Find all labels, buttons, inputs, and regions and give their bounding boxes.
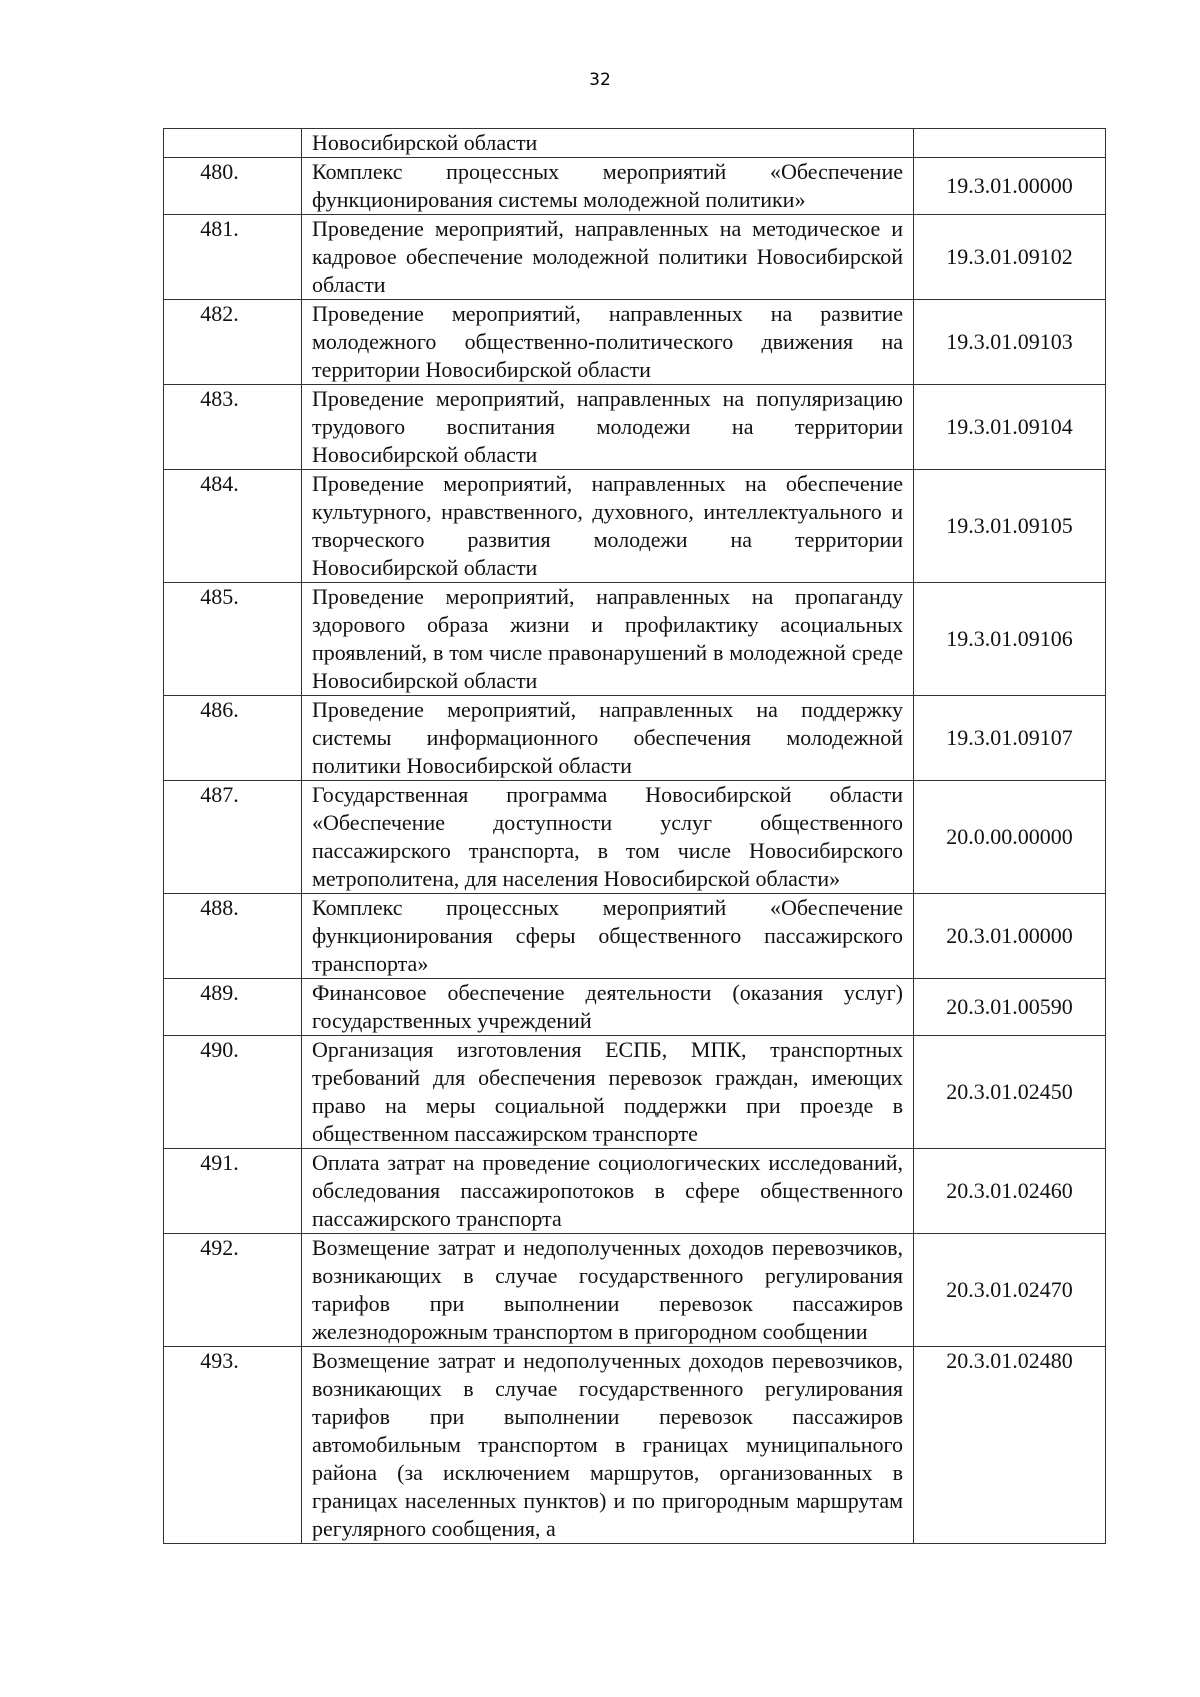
row-number: 485. [164, 583, 302, 696]
classification-table [163, 128, 1106, 1544]
table-row [164, 470, 1106, 583]
row-number: 490. [164, 1036, 302, 1149]
row-name: Организация изготовления ЕСПБ, МПК, транспортных требований для обеспечения перевозок граждан, имеющих право на меры социальной поддержки при проезде в общественном пассажирском транспорте [302, 1036, 914, 1149]
row-number: 482. [164, 300, 302, 385]
row-code: 20.3.01.02480 [914, 1347, 1106, 1544]
row-code: 19.3.01.09107 [914, 696, 1106, 781]
page-number: 32 [589, 70, 611, 90]
row-code: 20.0.00.00000 [914, 781, 1106, 894]
row-code: 19.3.01.09104 [914, 385, 1106, 470]
row-number: 486. [164, 696, 302, 781]
row-code: 20.3.01.00000 [914, 894, 1106, 979]
row-number: 492. [164, 1234, 302, 1347]
row-name: Возмещение затрат и недополученных доходов перевозчиков, возникающих в случае государственного регулирования тарифов при выполнении перевозок пассажиров железнодорожным транспортом в пригородном сообщении [302, 1234, 914, 1347]
table-row [164, 300, 1106, 385]
table-row [164, 583, 1106, 696]
row-name: Комплекс процессных мероприятий «Обеспечение функционирования сферы общественного пассажирского транспорта» [302, 894, 914, 979]
row-name: Государственная программа Новосибирской области «Обеспечение доступности услуг общественного пассажирского транспорта, в том числе Новосибирского метрополитена, для населения Новосибирской области» [302, 781, 914, 894]
row-number: 489. [164, 979, 302, 1036]
row-name: Финансовое обеспечение деятельности (оказания услуг) государственных учреждений [302, 979, 914, 1036]
row-number: 483. [164, 385, 302, 470]
row-number: 493. [164, 1347, 302, 1544]
table-row [164, 894, 1106, 979]
row-name: Проведение мероприятий, направленных на развитие молодежного общественно-политического движения на территории Новосибирской области [302, 300, 914, 385]
row-name: Проведение мероприятий, направленных на поддержку системы информационного обеспечения молодежной политики Новосибирской области [302, 696, 914, 781]
row-name: Комплекс процессных мероприятий «Обеспечение функционирования системы молодежной политики» [302, 158, 914, 215]
row-code: 20.3.01.02460 [914, 1149, 1106, 1234]
row-number: 488. [164, 894, 302, 979]
row-name: Возмещение затрат и недополученных доходов перевозчиков, возникающих в случае государственного регулирования тарифов при выполнении перевозок пассажиров автомобильным транспортом в границах муниципального района (за исключением маршрутов, организованных в границах населенных пунктов) и по пригородным маршрутам регулярного сообщения, а [302, 1347, 914, 1544]
row-number: 480. [164, 158, 302, 215]
row-number: 484. [164, 470, 302, 583]
row-number: 491. [164, 1149, 302, 1234]
table-row [164, 696, 1106, 781]
row-name: Проведение мероприятий, направленных на методическое и кадровое обеспечение молодежной политики Новосибирской области [302, 215, 914, 300]
row-code: 19.3.01.09103 [914, 300, 1106, 385]
table-row [164, 129, 1106, 158]
row-code: 19.3.01.09106 [914, 583, 1106, 696]
table-row [164, 1149, 1106, 1234]
row-code: 20.3.01.00590 [914, 979, 1106, 1036]
table-row [164, 1234, 1106, 1347]
table-row [164, 1036, 1106, 1149]
row-code: 19.3.01.00000 [914, 158, 1106, 215]
table-row [164, 215, 1106, 300]
row-code: 20.3.01.02450 [914, 1036, 1106, 1149]
row-number: 487. [164, 781, 302, 894]
row-code: 19.3.01.09105 [914, 470, 1106, 583]
table-row [164, 385, 1106, 470]
row-name: Проведение мероприятий, направленных на популяризацию трудового воспитания молодежи на территории Новосибирской области [302, 385, 914, 470]
row-number [164, 129, 302, 158]
table-row [164, 979, 1106, 1036]
table-row [164, 1347, 1106, 1544]
row-code: 20.3.01.02470 [914, 1234, 1106, 1347]
table-row [164, 781, 1106, 894]
row-code: 19.3.01.09102 [914, 215, 1106, 300]
row-name: Проведение мероприятий, направленных на обеспечение культурного, нравственного, духовного, интеллектуального и творческого развития молодежи на территории Новосибирской области [302, 470, 914, 583]
row-number: 481. [164, 215, 302, 300]
row-name: Оплата затрат на проведение социологических исследований, обследования пассажиропотоков в сфере общественного пассажирского транспорта [302, 1149, 914, 1234]
table-row [164, 158, 1106, 215]
row-name: Новосибирской области [302, 129, 914, 158]
row-code [914, 129, 1106, 158]
row-name: Проведение мероприятий, направленных на пропаганду здорового образа жизни и профилактику асоциальных проявлений, в том числе правонарушений в молодежной среде Новосибирской области [302, 583, 914, 696]
